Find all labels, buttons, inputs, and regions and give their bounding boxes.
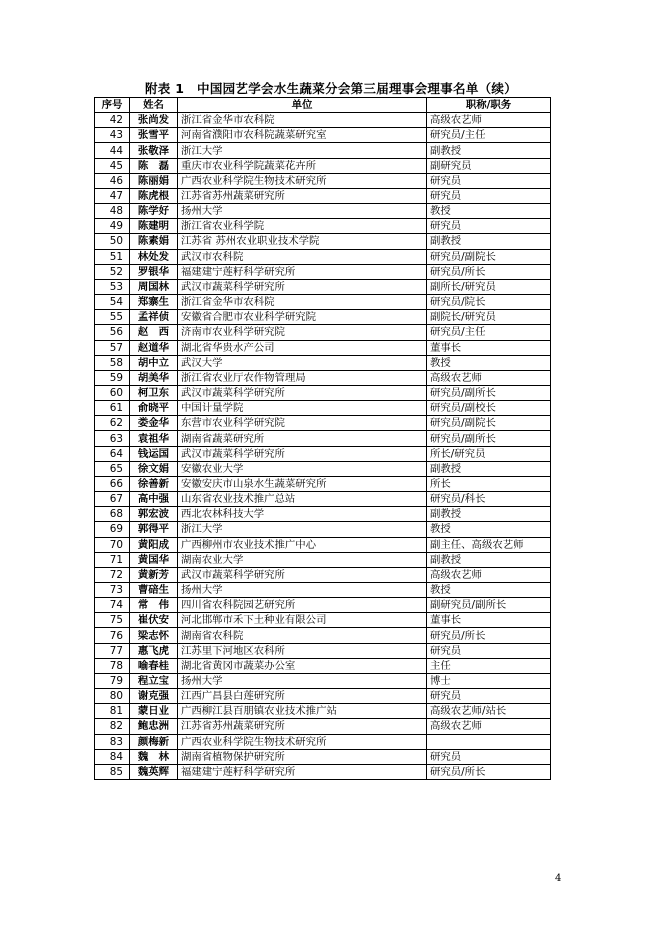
table-row xyxy=(95,204,551,219)
cell-unit: 福建建宁莲籽科学研究所 xyxy=(178,264,427,279)
table-row xyxy=(95,416,551,431)
cell-unit: 湖南省农科院 xyxy=(178,628,427,643)
cell-unit: 武汉市蔬菜科学研究所 xyxy=(178,446,427,461)
table-row xyxy=(95,401,551,416)
cell-name: 魏 林 xyxy=(130,749,178,764)
table-header-row xyxy=(95,98,551,113)
table-row xyxy=(95,764,551,779)
cell-unit: 广西柳江县百朋镇农业技术推广站 xyxy=(178,704,427,719)
table-row xyxy=(95,507,551,522)
cell-number: 72 xyxy=(95,567,130,582)
cell-title: 高级农艺师 xyxy=(427,567,551,582)
cell-title: 教授 xyxy=(427,583,551,598)
cell-unit: 湖北省华贵水产公司 xyxy=(178,340,427,355)
cell-title: 主任 xyxy=(427,658,551,673)
cell-unit: 浙江省农业厅农作物管理局 xyxy=(178,370,427,385)
cell-unit: 江西广昌县白莲研究所 xyxy=(178,689,427,704)
cell-number: 83 xyxy=(95,734,130,749)
cell-unit: 江苏省苏州蔬菜研究所 xyxy=(178,719,427,734)
cell-title: 研究员 xyxy=(427,219,551,234)
cell-title: 研究员 xyxy=(427,749,551,764)
cell-name: 徐善新 xyxy=(130,476,178,491)
cell-title: 教授 xyxy=(427,355,551,370)
cell-number: 80 xyxy=(95,689,130,704)
cell-unit: 西北农林科技大学 xyxy=(178,507,427,522)
cell-title: 研究员/副所长 xyxy=(427,385,551,400)
cell-number: 73 xyxy=(95,583,130,598)
cell-name: 周国林 xyxy=(130,279,178,294)
cell-unit: 东营市农业科学研究院 xyxy=(178,416,427,431)
cell-title: 研究员 xyxy=(427,689,551,704)
cell-title: 研究员/副院长 xyxy=(427,416,551,431)
cell-number: 69 xyxy=(95,522,130,537)
cell-name: 惠飞虎 xyxy=(130,643,178,658)
cell-title: 所长/研究员 xyxy=(427,446,551,461)
cell-number: 53 xyxy=(95,279,130,294)
cell-unit: 武汉市蔬菜科学研究所 xyxy=(178,279,427,294)
cell-name: 郭得平 xyxy=(130,522,178,537)
table-row xyxy=(95,143,551,158)
cell-name: 黄国华 xyxy=(130,552,178,567)
cell-name: 程立宝 xyxy=(130,673,178,688)
table-row xyxy=(95,355,551,370)
cell-title: 教授 xyxy=(427,204,551,219)
cell-number: 54 xyxy=(95,295,130,310)
cell-number: 45 xyxy=(95,158,130,173)
cell-number: 85 xyxy=(95,764,130,779)
cell-number: 49 xyxy=(95,219,130,234)
cell-title: 研究员 xyxy=(427,643,551,658)
cell-title: 研究员/副院长 xyxy=(427,249,551,264)
cell-number: 79 xyxy=(95,673,130,688)
cell-unit: 福建建宁莲籽科学研究所 xyxy=(178,764,427,779)
cell-title: 研究员/所长 xyxy=(427,764,551,779)
table-row xyxy=(95,249,551,264)
column-header-unit: 单位 xyxy=(178,98,427,113)
cell-unit: 浙江省金华市农科院 xyxy=(178,295,427,310)
cell-unit: 广西农业科学院生物技术研究所 xyxy=(178,173,427,188)
cell-name: 魏英辉 xyxy=(130,764,178,779)
cell-title: 副教授 xyxy=(427,461,551,476)
table-row xyxy=(95,749,551,764)
table-row xyxy=(95,628,551,643)
page-title: 附表 1 中国园艺学会水生蔬菜分会第三届理事会理事名单（续） xyxy=(144,81,518,96)
cell-name: 谢克强 xyxy=(130,689,178,704)
cell-number: 62 xyxy=(95,416,130,431)
cell-name: 俞晓平 xyxy=(130,401,178,416)
cell-number: 48 xyxy=(95,204,130,219)
cell-name: 郑寨生 xyxy=(130,295,178,310)
cell-unit: 广西农业科学院生物技术研究所 xyxy=(178,734,427,749)
cell-number: 46 xyxy=(95,173,130,188)
table-row xyxy=(95,567,551,582)
cell-name: 张敬泽 xyxy=(130,143,178,158)
cell-name: 胡美华 xyxy=(130,370,178,385)
cell-title: 副教授 xyxy=(427,552,551,567)
cell-title: 副院长/研究员 xyxy=(427,310,551,325)
roster-table xyxy=(94,97,551,780)
cell-unit: 浙江省农业科学院 xyxy=(178,219,427,234)
cell-unit: 武汉市蔬菜科学研究所 xyxy=(178,385,427,400)
cell-name: 郭宏波 xyxy=(130,507,178,522)
cell-number: 66 xyxy=(95,476,130,491)
table-row xyxy=(95,522,551,537)
cell-title: 副教授 xyxy=(427,234,551,249)
cell-unit: 重庆市农业科学院蔬菜花卉所 xyxy=(178,158,427,173)
cell-number: 42 xyxy=(95,113,130,128)
cell-name: 曹碚生 xyxy=(130,583,178,598)
cell-number: 82 xyxy=(95,719,130,734)
cell-name: 陈素娟 xyxy=(130,234,178,249)
cell-number: 68 xyxy=(95,507,130,522)
cell-title: 高级农艺师 xyxy=(427,113,551,128)
cell-number: 76 xyxy=(95,628,130,643)
cell-title: 副主任、高级农艺师 xyxy=(427,537,551,552)
table-row xyxy=(95,385,551,400)
cell-title: 教授 xyxy=(427,522,551,537)
cell-name: 梁志怀 xyxy=(130,628,178,643)
table-row xyxy=(95,340,551,355)
cell-number: 74 xyxy=(95,598,130,613)
cell-unit: 广西柳州市农业技术推广中心 xyxy=(178,537,427,552)
cell-name: 赵 西 xyxy=(130,325,178,340)
table-row xyxy=(95,704,551,719)
table-row xyxy=(95,673,551,688)
cell-number: 61 xyxy=(95,401,130,416)
cell-number: 51 xyxy=(95,249,130,264)
cell-name: 娄金华 xyxy=(130,416,178,431)
table-row xyxy=(95,643,551,658)
cell-name: 喻春桂 xyxy=(130,658,178,673)
cell-unit: 四川省农科院园艺研究所 xyxy=(178,598,427,613)
cell-unit: 中国计量学院 xyxy=(178,401,427,416)
cell-name: 崔伏安 xyxy=(130,613,178,628)
cell-title: 研究员/主任 xyxy=(427,128,551,143)
cell-name: 陈 磊 xyxy=(130,158,178,173)
table-row xyxy=(95,689,551,704)
table-row xyxy=(95,279,551,294)
cell-number: 64 xyxy=(95,446,130,461)
cell-number: 44 xyxy=(95,143,130,158)
table-row xyxy=(95,734,551,749)
cell-unit: 河南省濮阳市农科院蔬菜研究室 xyxy=(178,128,427,143)
table-row xyxy=(95,613,551,628)
cell-title: 研究员/所长 xyxy=(427,264,551,279)
table-row xyxy=(95,719,551,734)
cell-title: 研究员/副所长 xyxy=(427,431,551,446)
cell-unit: 安徽省合肥市农业科学研究院 xyxy=(178,310,427,325)
cell-number: 63 xyxy=(95,431,130,446)
cell-unit: 武汉市农科院 xyxy=(178,249,427,264)
cell-title: 副教授 xyxy=(427,143,551,158)
cell-name: 张尚发 xyxy=(130,113,178,128)
cell-unit: 安徽农业大学 xyxy=(178,461,427,476)
cell-number: 56 xyxy=(95,325,130,340)
column-header-title: 职称/职务 xyxy=(427,98,551,113)
column-header-name: 姓名 xyxy=(130,98,178,113)
cell-unit: 浙江省金华市农科院 xyxy=(178,113,427,128)
cell-unit: 山东省农业技术推广总站 xyxy=(178,492,427,507)
cell-title: 副所长/研究员 xyxy=(427,279,551,294)
cell-number: 65 xyxy=(95,461,130,476)
cell-name: 林处发 xyxy=(130,249,178,264)
table-row xyxy=(95,370,551,385)
cell-unit: 扬州大学 xyxy=(178,204,427,219)
cell-number: 59 xyxy=(95,370,130,385)
cell-title: 高级农艺师 xyxy=(427,719,551,734)
cell-name: 陈丽娟 xyxy=(130,173,178,188)
table-body xyxy=(95,113,551,780)
cell-number: 58 xyxy=(95,355,130,370)
cell-title: 高级农艺师 xyxy=(427,370,551,385)
cell-name: 胡中立 xyxy=(130,355,178,370)
cell-name: 颜梅新 xyxy=(130,734,178,749)
table-row xyxy=(95,113,551,128)
cell-name: 常 伟 xyxy=(130,598,178,613)
cell-title: 研究员/所长 xyxy=(427,628,551,643)
cell-number: 55 xyxy=(95,310,130,325)
cell-number: 67 xyxy=(95,492,130,507)
cell-title: 董事长 xyxy=(427,613,551,628)
table-row xyxy=(95,537,551,552)
table-row xyxy=(95,295,551,310)
cell-unit: 济南市农业科学研究院 xyxy=(178,325,427,340)
table-row xyxy=(95,431,551,446)
table-row xyxy=(95,598,551,613)
cell-unit: 武汉大学 xyxy=(178,355,427,370)
cell-unit: 浙江大学 xyxy=(178,522,427,537)
cell-unit: 浙江大学 xyxy=(178,143,427,158)
cell-number: 57 xyxy=(95,340,130,355)
cell-number: 75 xyxy=(95,613,130,628)
cell-name: 鲍忠洲 xyxy=(130,719,178,734)
cell-title: 研究员/科长 xyxy=(427,492,551,507)
page-number: 4 xyxy=(555,873,562,884)
cell-title: 博士 xyxy=(427,673,551,688)
cell-title: 董事长 xyxy=(427,340,551,355)
cell-name: 罗银华 xyxy=(130,264,178,279)
cell-title: 所长 xyxy=(427,476,551,491)
cell-unit: 河北邯郸市禾下土种业有限公司 xyxy=(178,613,427,628)
table-row xyxy=(95,234,551,249)
cell-title: 高级农艺师/站长 xyxy=(427,704,551,719)
table-row xyxy=(95,446,551,461)
cell-number: 81 xyxy=(95,704,130,719)
cell-name: 陈建明 xyxy=(130,219,178,234)
cell-name: 张雪平 xyxy=(130,128,178,143)
cell-unit: 江苏里下河地区农科所 xyxy=(178,643,427,658)
cell-number: 84 xyxy=(95,749,130,764)
cell-unit: 江苏省苏州蔬菜研究所 xyxy=(178,188,427,203)
table-row xyxy=(95,219,551,234)
cell-name: 陈学好 xyxy=(130,204,178,219)
cell-unit: 扬州大学 xyxy=(178,583,427,598)
cell-number: 77 xyxy=(95,643,130,658)
cell-number: 50 xyxy=(95,234,130,249)
cell-unit: 湖南省蔬菜研究所 xyxy=(178,431,427,446)
cell-unit: 江苏省 苏州农业职业技术学院 xyxy=(178,234,427,249)
cell-unit: 湖南农业大学 xyxy=(178,552,427,567)
table-row xyxy=(95,325,551,340)
cell-unit: 湖南省植物保护研究所 xyxy=(178,749,427,764)
cell-unit: 扬州大学 xyxy=(178,673,427,688)
cell-name: 袁祖华 xyxy=(130,431,178,446)
table-row xyxy=(95,492,551,507)
cell-number: 43 xyxy=(95,128,130,143)
cell-title: 副教授 xyxy=(427,507,551,522)
cell-name: 柯卫东 xyxy=(130,385,178,400)
cell-name: 徐文娟 xyxy=(130,461,178,476)
cell-name: 钱运国 xyxy=(130,446,178,461)
table-row xyxy=(95,188,551,203)
table-row xyxy=(95,158,551,173)
cell-number: 47 xyxy=(95,188,130,203)
cell-title: 研究员/院长 xyxy=(427,295,551,310)
table-row xyxy=(95,264,551,279)
cell-name: 赵道华 xyxy=(130,340,178,355)
cell-unit: 安徽安庆市山泉水生蔬菜研究所 xyxy=(178,476,427,491)
table-row xyxy=(95,461,551,476)
table-row xyxy=(95,476,551,491)
cell-name: 陈虎根 xyxy=(130,188,178,203)
cell-name: 高中强 xyxy=(130,492,178,507)
cell-number: 71 xyxy=(95,552,130,567)
cell-number: 78 xyxy=(95,658,130,673)
cell-name: 蒙日业 xyxy=(130,704,178,719)
cell-unit: 湖北省黄冈市蔬菜办公室 xyxy=(178,658,427,673)
table-row xyxy=(95,658,551,673)
cell-title: 副研究员 xyxy=(427,158,551,173)
cell-title: 研究员/副校长 xyxy=(427,401,551,416)
table-row xyxy=(95,173,551,188)
cell-name: 孟祥侦 xyxy=(130,310,178,325)
cell-title: 研究员/主任 xyxy=(427,325,551,340)
cell-name: 黄阳成 xyxy=(130,537,178,552)
table-row xyxy=(95,552,551,567)
cell-unit: 武汉市蔬菜科学研究所 xyxy=(178,567,427,582)
column-header-number: 序号 xyxy=(95,98,130,113)
cell-number: 60 xyxy=(95,385,130,400)
cell-number: 70 xyxy=(95,537,130,552)
table-row xyxy=(95,128,551,143)
cell-title: 研究员 xyxy=(427,188,551,203)
cell-name: 黄新芳 xyxy=(130,567,178,582)
table-row xyxy=(95,583,551,598)
cell-title: 副研究员/副所长 xyxy=(427,598,551,613)
cell-title xyxy=(427,734,551,749)
cell-title: 研究员 xyxy=(427,173,551,188)
table-row xyxy=(95,310,551,325)
cell-number: 52 xyxy=(95,264,130,279)
